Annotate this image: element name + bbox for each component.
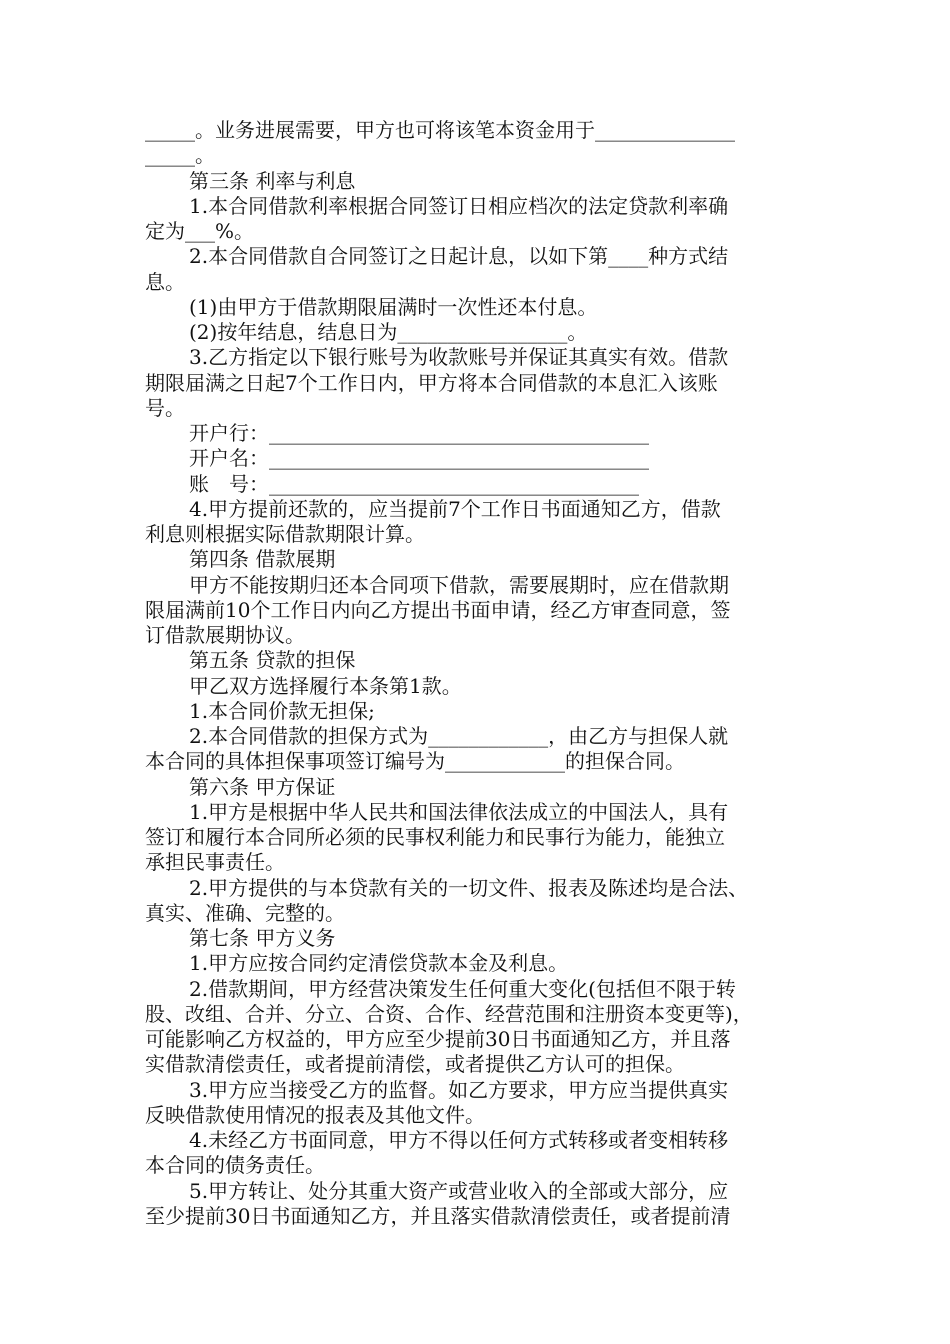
text-line: (1)由甲方于借款期限届满时一次性还本付息。 [189,294,598,319]
section-heading: 第四条 借款展期 [189,547,336,572]
text-line: 号。 [145,395,185,420]
text-line: 息。 [145,269,185,294]
text-line: 定为___%。 [145,219,255,243]
text-line: 反映借款使用情况的报表及其他文件。 [145,1102,485,1127]
text-line: 4.甲方提前还款的，应当提前7个工作日书面通知乙方，借款 [189,496,721,521]
text-line: 承担民事责任。 [145,850,285,875]
text-line: 本合同的具体担保事项签订编号为____________的担保合同。 [145,749,685,774]
account-name-line: 开户名：______________________________________ [189,446,649,471]
text-line: _____。业务进展需要，甲方也可将该笔本资金用于______________ [145,118,735,142]
text-line: 限届满前10个工作日内向乙方提出书面申请，经乙方审查同意，签 [145,597,731,622]
text-line: 3.甲方应当接受乙方的监督。如乙方要求，甲方应当提供真实 [189,1077,729,1102]
section-heading: 第七条 甲方义务 [189,926,336,950]
account-number-line: 账 号：_____________________________________ [189,471,639,496]
text-line: 真实、准确、完整的。 [145,900,345,925]
bank-name-line: 开户行：______________________________________ [189,421,649,445]
text-line: 期限届满之日起7个工作日内，甲方将本合同借款的本息汇入该账 [145,370,718,395]
text-line: 1.本合同价款无担保; [189,698,375,723]
text-line: 签订和履行本合同所必须的民事权利能力和民事行为能力，能独立 [145,825,725,849]
text-line: 订借款展期协议。 [145,623,305,647]
text-line: 3.乙方指定以下银行账号为收款账号并保证其真实有效。借款 [189,345,729,370]
text-line: 2.本合同借款的担保方式为____________，由乙方与担保人就 [189,724,729,748]
text-line: (2)按年结息，结息日为_________________。 [189,320,588,344]
text-line: 实借款清偿责任，或者提前清偿，或者提供乙方认可的担保。 [145,1052,685,1077]
text-line: 至少提前30日书面通知乙方，并且落实借款清偿责任，或者提前清 [145,1203,731,1228]
text-line: 股、改组、合并、分立、合资、合作、经营范围和注册资本变更等)， [145,1001,753,1026]
contract-body [145,118,825,1229]
text-line: _____。 [145,143,215,168]
text-line: 5.甲方转让、处分其重大资产或营业收入的全部或大部分，应 [189,1178,729,1203]
section-heading: 第六条 甲方保证 [189,774,336,799]
text-line: 1.甲方应按合同约定清偿贷款本金及利息。 [189,951,569,976]
section-heading: 第五条 贷款的担保 [189,648,356,673]
section-heading: 第三条 利率与利息 [189,168,356,193]
text-line: 可能影响乙方权益的，甲方应至少提前30日书面通知乙方，并且落 [145,1027,731,1051]
text-line: 1.甲方是根据中华人民共和国法律依法成立的中国法人，具有 [189,799,729,824]
text-line: 甲乙双方选择履行本条第1款。 [189,673,462,698]
text-line: 甲方不能按期归还本合同项下借款，需要展期时，应在借款期 [189,572,729,597]
text-line: 2.甲方提供的与本贷款有关的一切文件、报表及陈述均是合法、 [189,875,749,900]
text-line: 利息则根据实际借款期限计算。 [145,522,425,546]
text-line: 1.本合同借款利率根据合同签订日相应档次的法定贷款利率确 [189,193,729,218]
text-line: 2.本合同借款自合同签订之日起计息，以如下第____种方式结 [189,244,729,269]
text-line: 本合同的债务责任。 [145,1153,325,1178]
text-line: 2.借款期间，甲方经营决策发生任何重大变化(包括但不限于转 [189,976,736,1001]
text-line: 4.未经乙方书面同意，甲方不得以任何方式转移或者变相转移 [189,1128,729,1152]
